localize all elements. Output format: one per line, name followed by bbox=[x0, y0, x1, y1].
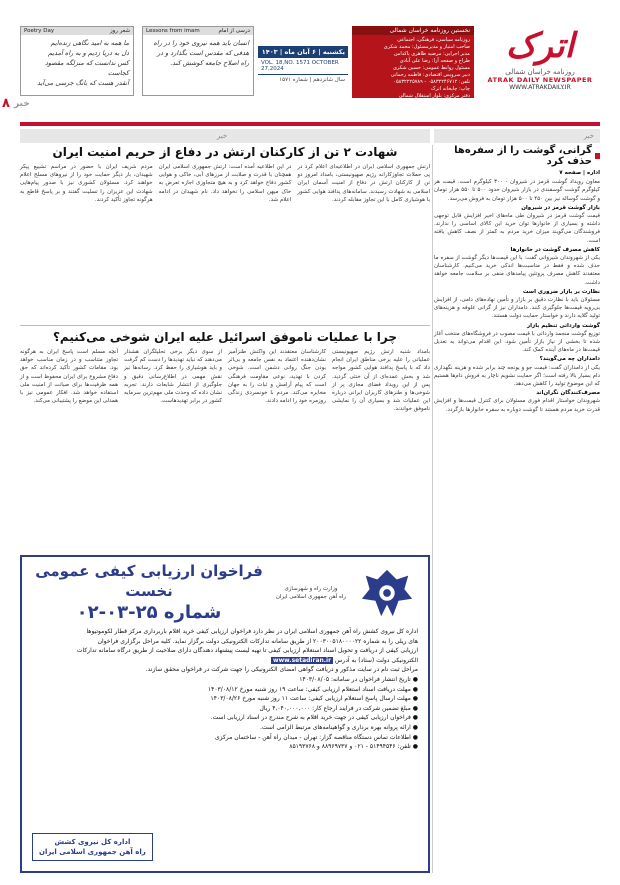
article1-title[interactable]: شهادت ۲ تن از کارکنان ارتش در دفاع از حریم امنیت ایران bbox=[52, 145, 398, 159]
staff-line: دفتر مرکزی: بلوار استقلال شمالی bbox=[398, 93, 470, 99]
right-column-article bbox=[434, 145, 600, 875]
staff-list bbox=[352, 35, 474, 106]
column-divider bbox=[432, 145, 433, 873]
poem-line: کس ندانست که منزلگه مقصود کجاست bbox=[45, 59, 129, 77]
page-label: خبر bbox=[13, 98, 30, 109]
ad-line-with-url bbox=[32, 656, 418, 666]
poem-label-fa: شعر روز bbox=[109, 28, 130, 34]
issue-meta: سال شانزدهم | شماره ۱۵۷۱ bbox=[279, 77, 345, 83]
article-separator bbox=[20, 325, 430, 326]
article2-col: آنچه مسلم است پاسخ ایران به هرگونه تجاوز متناسب و در زمان مناسب خواهد بود. مقامات کشور تأکید کرده‌اند که حق دفاع مشروع برای ایران محفوظ است و از همه ظرفیت‌ها برای صیانت از امنیت ملی استفاده خواهد شد. افکار عمومی نیز با همدلی این موضع را پشتیبانی می‌کند. bbox=[20, 349, 118, 405]
article2-title[interactable]: چرا با عملیات ناموفق اسرائیل علیه ایران شوخی می‌کنیم؟ bbox=[52, 330, 398, 344]
quote-label-en: Lessons from imam bbox=[146, 28, 200, 34]
issue-english: VOL. 18,NO. 1571 OCTOBER 27,2024 bbox=[258, 58, 348, 75]
ad-footer-signature: اداره کل نیروی کشش راه آهن جمهوری اسلامی ایران bbox=[32, 833, 153, 861]
ad-number: شماره ۲۵-۰۳-۰۲ bbox=[76, 602, 222, 623]
quote-text: انسان باید همه نیروی خود را در راه هدفی که مقدس است بگذارد و در راه اصلاح جامعه کوشش کند. bbox=[153, 39, 249, 67]
tender-advertisement bbox=[20, 555, 430, 873]
poem-line: دل به دریا زدیم و به راه آمدیم bbox=[48, 49, 129, 57]
ad-line: اداره کل نیروی کشش راه آهن جمهوری اسلامی ایران در نظر دارد فراخوان ارزیابی کیفی خرید اقلام باربرداری مرکز قطار لکوموتیوها bbox=[86, 628, 418, 635]
logo-url[interactable]: WWW.ATRAKDAILY.IR bbox=[509, 84, 571, 91]
issue-info bbox=[258, 46, 348, 96]
railway-emblem-icon bbox=[356, 565, 418, 621]
article1-col: ارتش جمهوری اسلامی ایران در اطلاعیه‌ای اعلام کرد در پی حملات تجاوزکارانه رژیم صهیونیستی، بامداد امروز دو تن از کارکنان ارتش در دفاع از امنیت آسمان ایران اسلامی به شهادت رسیدند. سامانه‌های پدافند هوایی کشور با هوشیاری کامل با این تجاوز مقابله کردند. bbox=[297, 164, 430, 203]
staff-heading: نخستین روزنامه خراسان شمالی bbox=[352, 26, 474, 35]
ad-line: ● فراخوان ارزیابی کیفی در جهت خرید اقلام به شرح مندرج در اسناد ارزیابی است. bbox=[210, 714, 418, 722]
article1-columns bbox=[20, 163, 430, 204]
imam-quote-box bbox=[142, 26, 254, 96]
poem-line: آنقدر هست که بانگ جرسی می‌آید bbox=[37, 79, 129, 87]
staff-line: دبیر سرویس اقتصادی: فاطمه رحمانی bbox=[390, 72, 470, 78]
poem-header bbox=[21, 27, 133, 35]
ad-line: ● مبلغ تضمین شرکت در فرایند ارجاع کار: ۴,۰۴۰,۰۰۰,۰۰۰ ریال bbox=[259, 704, 418, 712]
staff-line: طراح و صفحه آرا: رضا علی آبادی bbox=[399, 58, 470, 64]
right-article-subhead: مصرف‌کنندگان نگران‌اند bbox=[536, 390, 600, 397]
ad-line: ارزیابی کیفی از دریافت و تحویل اسناد استعلام ارزیابی کیفی تا تهیه لیست پیشنهاد دهندگان دارای صلاحیت از طریق درگاه سامانه تدارکات bbox=[76, 647, 418, 655]
article1-col: در این اطلاعیه آمده است: ارتش جمهوری اسلامی ایران همچنان با قدرت و صلابت از مرزهای آبی، خاکی و هوایی کشور دفاع خواهد کرد و به هیچ متجاوزی اجازه تعرض به خاک میهن اسلامی را نخواهد داد. نام شهیدان در ادامه اعلام شد. bbox=[158, 164, 292, 203]
right-article-para: مسئولان باید با نظارت دقیق بر بازار و تأمین نهاده‌های دامی، از افزایش بی‌رویه قیمت‌ها جلوگیری کنند. دامداران نیز از گرانی علوفه و هزینه‌های تولید گلایه دارند و خواستار حمایت دولت هستند. bbox=[434, 297, 600, 320]
right-article-body bbox=[434, 169, 600, 414]
staff-box bbox=[352, 26, 474, 106]
right-article-para: شهروندان خواستار اقدام فوری مسئولان برای کنترل قیمت‌ها و افزایش قدرت خرید مردم هستند تا گوشت دوباره به سفره خانوارها بازگردد. bbox=[434, 398, 600, 413]
ad-body bbox=[22, 625, 428, 754]
masthead bbox=[20, 26, 600, 106]
right-article-subhead: نظارت بر بازار ضروری است bbox=[522, 288, 600, 295]
quote-header bbox=[143, 27, 253, 35]
staff-line: نبش پهلوان‌ها، ساختمان نیکان طبقه چهارم bbox=[381, 100, 470, 106]
logo-subtitle: روزنامه خراسان شمالی bbox=[505, 68, 575, 76]
right-article-para: معاون رویداد گوشت قرمز در شیروان - ۳۰۰ کیلوگرم است. قیمت هر کیلوگرم گوشت گوسفندی در بازار شیروان حدود ۵۰۰ تا ۵۵۰ هزار تومان و گوشت گوساله نیز بین ۴۵۰ تا ۵۰۰ هزار تومان به فروش می‌رسد. bbox=[434, 179, 601, 202]
ad-url-link[interactable]: www.setadiran.ir bbox=[273, 656, 332, 664]
article2-columns bbox=[20, 348, 430, 414]
ad-ministry-label: وزارت راه و شهرسازی راه آهن جمهوری اسلامی ایران bbox=[275, 586, 347, 600]
poem-line: ما همه به امید نگاهی زنده‌ایم bbox=[50, 39, 129, 47]
ad-line: ● ارائه پروانه بهره برداری و گواهینامه‌های مرتبط الزامی است. bbox=[260, 723, 418, 731]
logo[interactable] bbox=[480, 26, 600, 96]
article2-col: از سوی دیگر برخی تحلیلگران هشدار می‌دهند که نباید تهدیدها را دست کم گرفت و باید هوشیاری را حفظ کرد. رسانه‌ها نیز نقش مهمی در اطلاع‌رسانی دقیق و جلوگیری از انتشار شایعات دارند. تجربه نشان داده که وحدت ملی مهم‌ترین سرمایه کشور در برابر تهدیدهاست. bbox=[124, 349, 222, 405]
staff-line: مسئول روابط عمومی: حسین شکری bbox=[392, 65, 470, 71]
page-number bbox=[2, 96, 30, 111]
article2-col: بامداد شنبه ارتش رژیم صهیونیستی عملیاتی را علیه برخی مناطق ایران انجام داد که با پاسخ پدافند هوایی کشور مواجه شد و بخش عمده‌ای از آن خنثی گردید. پس از این رویداد فضای مجازی پر از شوخی‌ها و طنزهای کاربران ایرانی درباره این عملیات شد و بسیاری آن را نمایشی ناموفق خواندند. bbox=[332, 349, 430, 413]
right-article-title-text: گرانی، گوشت را از سفره‌ها حذف کرد bbox=[454, 145, 592, 167]
poem-box bbox=[20, 26, 134, 96]
ad-titles bbox=[32, 561, 266, 625]
poem-text bbox=[21, 35, 133, 91]
staff-line: مدیر اجرایی: مرضیه ظاهری پاکدامن bbox=[393, 51, 470, 57]
staff-line: تلفن: ۰۵۸۳۲۲۴۶۷۱۲ - ۰۵۸۳۲۲۲۵۷۸۹ bbox=[393, 79, 470, 85]
article-army-martyrs bbox=[20, 145, 430, 340]
right-article-subhead: کاهش مصرف گوشت در خانوارها bbox=[510, 246, 600, 253]
staff-line: روزنامه سیاسی، فرهنگی، اجتماعی bbox=[397, 37, 470, 43]
right-article-para: یکی از دامداران گفت: قیمت جو و یونجه چند برابر شده و هزینه نگهداری دام بسیار بالا رفته است؛ اگر حمایت نشویم ناچار به فروش دام‌ها هستیم که این موضوع تولید را کاهش می‌دهد. bbox=[434, 364, 600, 388]
right-article-para: توزیع گوشت منجمد وارداتی با قیمت مصوب در فروشگاه‌های منتخب آغاز شده تا بخشی از نیاز بازار تأمین شود. این اقدام می‌تواند به تعدیل قیمت‌ها در ماه‌های آینده کمک کند. bbox=[434, 330, 600, 354]
article-israel-operation bbox=[20, 330, 430, 560]
ad-line: ● اطلاعات تماس دستگاه مناقصه گزار: تهران - میدان راه آهن - ساختمان مرکزی bbox=[214, 733, 418, 741]
page-number-value: ۸ bbox=[2, 96, 10, 111]
section-strip-mid: خبر bbox=[20, 129, 430, 143]
quote-label-fa: درسی از امام bbox=[218, 28, 250, 34]
ad-header bbox=[22, 557, 428, 625]
right-article-title[interactable] bbox=[434, 145, 600, 167]
right-article-byline: اداره | صفحه ۷ bbox=[559, 170, 600, 176]
logo-english: ATRAK DAILY NEWSPAPER bbox=[487, 76, 593, 84]
right-article-para: قیمت گوشت قرمز در شیروان طی ماه‌های اخیر افزایش قابل توجهی داشته و بسیاری از خانوارها توان خرید این کالای اساسی را ندارند. فروشندگان می‌گویند میزان خرید مردم به کمتر از نصف کاهش یافته است. bbox=[434, 213, 600, 244]
ad-line: ● تلفن: ۵۱۴۹۴۵۴۶ - ۰۲۱ و ۸۸۹۶۹۷۳۷ و ۸۵۱۹۳۷۶۸ bbox=[289, 743, 418, 751]
ad-line: ● مهلت دریافت اسناد استعلام ارزیابی کیفی: ساعت ۱۹ روز شنبه مورخ ۱۴۰۳/۰۸/۱۲ bbox=[207, 685, 418, 693]
ad-line: ● مهلت ارسال پاسخ استعلام ارزیابی کیفی: ساعت ۱۱ روز شنبه مورخ ۱۴۰۳/۰۸/۲۶ bbox=[210, 695, 418, 703]
poem-label-en: Poetry Day bbox=[24, 28, 55, 34]
ad-line: های ریلی را به شماره ۲۰۰۳۰۰۵۱۸۰۰۰۰۲۲ از طریق سامانه تدارکات الکترونیکی دولت برگزار نماید. کلیه مراحل برگزاری فراخوان bbox=[97, 637, 418, 645]
right-article-subhead: دامداران چه می‌گویند؟ bbox=[539, 356, 600, 363]
ad-line: مراحل ثبت نام در سایت مذکور و دریافت گواهی امضای الکترونیکی را جهت شرکت در فراخوان محقق سازند. bbox=[145, 666, 418, 674]
issue-date: یکشنبه | ۶ آبان ماه | ۱۴۰۳ bbox=[258, 46, 348, 58]
article2-col: کارشناسان معتقدند این واکنش طنزآمیز نشان‌دهنده اعتماد به نفس جامعه و بی‌اثر بودن جنگ روانی دشمن است. شوخی کردن با تهدید، نوعی مقاومت فرهنگی است که پیام آرامش و ثبات را به جهان مخابره می‌کند. مردم با خونسردی زندگی روزمره خود را ادامه دادند. bbox=[228, 349, 326, 405]
logo-word: اترک bbox=[505, 26, 575, 66]
staff-line: چاپ: چاپخانه اترک bbox=[430, 86, 470, 92]
article1-col: مردم شریف ایران با حضور در مراسم تشییع پیکر شهیدان، بار دیگر حمایت خود را از نیروهای مسلح اعلام خواهند کرد. مسئولان کشوری نیز با صدور پیام‌هایی شهادت این عزیزان را تسلیت گفتند و بر پاسخ قاطع به هرگونه تجاوز تأکید کردند. bbox=[19, 164, 153, 203]
ad-title: فراخوان ارزیابی کیفی عمومی نخست bbox=[35, 562, 263, 600]
ad-line: ● تاریخ انتشار فراخوان در سامانه: ۱۴۰۳/۰۸/۰۵ bbox=[299, 675, 418, 683]
right-article-para: یکی از شهروندان شیروانی گفت: با این قیمت‌ها دیگر گوشت از سفره ما حذف شده و فقط در مناسبت‌ها اندکی خرید می‌کنیم. کارشناسان معتقدند کاهش مصرف پروتئین پیامدهای منفی بر سلامت جامعه خواهد داشت. bbox=[434, 255, 600, 286]
staff-line: صاحب امتیاز و مدیرمسئول: محمد شکری bbox=[383, 44, 470, 50]
ad-line: الکترونیکی دولت (ستاد) به آدرس bbox=[334, 656, 418, 664]
right-article-subhead: گوشت وارداتی تنظیم بازار bbox=[526, 322, 600, 329]
header-rule bbox=[20, 122, 600, 126]
title-bullet-icon bbox=[595, 153, 600, 159]
right-article-subhead: بازار گوشت قرمز در شیروان bbox=[521, 204, 600, 211]
section-strip-right: خبر bbox=[434, 129, 600, 143]
